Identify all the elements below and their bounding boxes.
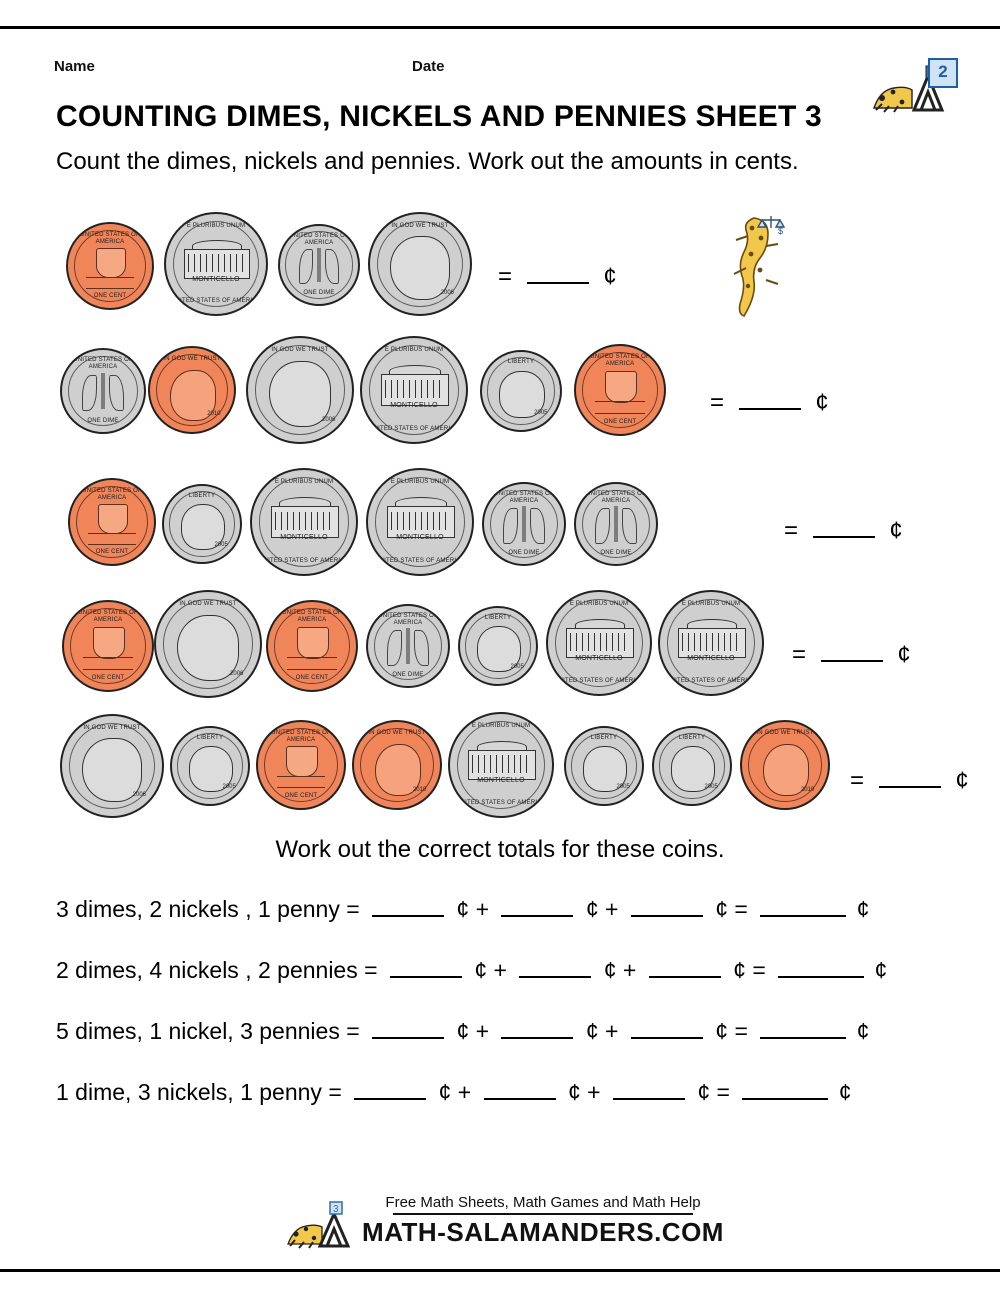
cent-sign: ¢ bbox=[456, 1018, 470, 1044]
coin-year: 2006 bbox=[322, 417, 336, 424]
coin-text: E PLURIBUS UNUM bbox=[471, 723, 531, 730]
cent-sign: ¢ bbox=[838, 1079, 852, 1105]
equals-sign: = bbox=[498, 263, 513, 290]
coin-text: UNITED STATES OF AMERICA bbox=[554, 677, 644, 684]
coin-dime-head bbox=[170, 726, 250, 806]
coin-year: 2005 bbox=[510, 664, 524, 671]
coin-text: LIBERTY bbox=[196, 734, 224, 741]
cent-sign: ¢ bbox=[585, 1018, 599, 1044]
word-problem-row bbox=[56, 957, 887, 984]
cent-sign: ¢ bbox=[603, 957, 617, 983]
section-title: Work out the correct totals for these coins. bbox=[275, 836, 725, 863]
equals-sign: = bbox=[710, 389, 725, 416]
answer-blank[interactable] bbox=[649, 958, 721, 978]
svg-text:3: 3 bbox=[333, 1204, 339, 1215]
coin-year: 2006 bbox=[440, 290, 454, 296]
salamander-scales-icon bbox=[718, 212, 798, 322]
plus-sign: + bbox=[493, 957, 507, 983]
coin-dime bbox=[574, 482, 658, 566]
coin-year: 2010 bbox=[207, 410, 221, 417]
word-problem-prompt: 5 dimes, 1 nickel, 3 pennies = bbox=[56, 1018, 360, 1044]
coin-dime-head bbox=[480, 350, 562, 432]
coin-year: 2005 bbox=[534, 409, 548, 416]
cent-sign: ¢ bbox=[474, 957, 488, 983]
coin-text: ONE DIME bbox=[303, 289, 335, 296]
coin-text: UNITED STATES OF AMERICA bbox=[73, 357, 133, 371]
coin-penny-head bbox=[352, 720, 442, 810]
salamander-mascot-icon bbox=[866, 58, 958, 120]
word-problem-row bbox=[56, 896, 869, 923]
answer-blank[interactable] bbox=[631, 897, 703, 917]
coin-year: 2005 bbox=[704, 784, 718, 791]
cent-sign: ¢ bbox=[856, 1018, 870, 1044]
coin-dime bbox=[278, 224, 360, 306]
coin-text: ONE CENT bbox=[284, 793, 318, 800]
coin-penny bbox=[66, 222, 154, 310]
plus-sign: + bbox=[457, 1079, 472, 1105]
answer-blank[interactable] bbox=[501, 1019, 573, 1039]
page-border-top bbox=[0, 26, 1000, 29]
answer-equation bbox=[784, 516, 903, 545]
coin-text: IN GOD WE TRUST bbox=[368, 729, 426, 736]
coin-text: IN GOD WE TRUST bbox=[83, 725, 141, 731]
coin-year: 2010 bbox=[412, 786, 427, 793]
coin-dime-head bbox=[564, 726, 644, 806]
cent-sign: ¢ bbox=[456, 896, 470, 922]
coin-penny bbox=[68, 478, 156, 566]
coin-row bbox=[62, 582, 942, 682]
coin-text: UNITED STATES OF AMERICA bbox=[80, 231, 140, 245]
coin-row bbox=[68, 466, 903, 566]
word-problem-row bbox=[56, 1018, 869, 1045]
answer-blank[interactable] bbox=[739, 388, 801, 410]
answer-blank[interactable] bbox=[390, 958, 462, 978]
equals-sign: = bbox=[850, 767, 865, 794]
plus-sign: + bbox=[605, 1018, 619, 1044]
answer-blank[interactable] bbox=[813, 516, 875, 538]
coin-year: 2006 bbox=[230, 671, 244, 678]
coin-penny-head bbox=[740, 720, 830, 810]
coin-text: UNITED STATES OF AMERICA bbox=[456, 799, 546, 806]
footer bbox=[0, 1194, 1000, 1248]
coin-text: UNITED STATES OF AMERICA bbox=[369, 425, 459, 432]
coin-text: MONTICELLO bbox=[687, 655, 735, 663]
answer-equation bbox=[498, 262, 617, 291]
coin-text: LIBERTY bbox=[590, 734, 618, 741]
word-problem-row bbox=[56, 1079, 852, 1106]
word-problem-prompt: 3 dimes, 2 nickels , 1 penny = bbox=[56, 896, 360, 922]
coin-year: 2005 bbox=[214, 542, 228, 549]
coin-text: ONE CENT bbox=[295, 675, 329, 682]
word-problem-prompt: 2 dimes, 4 nickels , 2 pennies = bbox=[56, 957, 378, 983]
answer-blank[interactable] bbox=[354, 1080, 426, 1100]
answer-blank[interactable] bbox=[519, 958, 591, 978]
coin-text: UNITED STATES OF AMERICA bbox=[666, 677, 756, 684]
coin-text: LIBERTY bbox=[678, 734, 706, 741]
plus-sign: + bbox=[605, 896, 619, 922]
coin-penny bbox=[62, 600, 154, 692]
answer-equation bbox=[710, 388, 829, 417]
level-badge: 2 bbox=[928, 58, 958, 88]
answer-equation bbox=[850, 766, 969, 795]
coin-nickel bbox=[448, 712, 554, 818]
cent-sign: ¢ bbox=[438, 1079, 452, 1105]
coin-text: E PLURIBUS UNUM bbox=[274, 479, 334, 486]
name-label: Name bbox=[54, 58, 95, 75]
answer-blank[interactable] bbox=[527, 262, 589, 284]
coin-nickel bbox=[360, 336, 468, 444]
answer-blank[interactable] bbox=[484, 1080, 556, 1100]
coin-dime bbox=[482, 482, 566, 566]
answer-blank[interactable] bbox=[372, 897, 444, 917]
coin-text: IN GOD WE TRUST bbox=[756, 729, 814, 736]
cent-sign: ¢ bbox=[815, 389, 829, 416]
cent-sign: ¢ bbox=[567, 1079, 581, 1105]
coin-text: UNITED STATES OF AMERICA bbox=[590, 353, 650, 367]
coin-dime-head bbox=[458, 606, 538, 686]
equals-sign: = bbox=[716, 1079, 730, 1105]
answer-blank[interactable] bbox=[821, 640, 883, 662]
coin-text: IN GOD WE TRUST bbox=[391, 223, 449, 229]
coin-text: MONTICELLO bbox=[575, 655, 623, 663]
total-blank[interactable] bbox=[742, 1080, 828, 1100]
coin-nickel-head bbox=[60, 714, 164, 818]
footer-domain[interactable]: MATH-SALAMANDERS.COM bbox=[362, 1217, 724, 1247]
coin-year: 2010 bbox=[800, 786, 815, 793]
cent-sign: ¢ bbox=[856, 896, 870, 922]
answer-blank[interactable] bbox=[501, 897, 573, 917]
coin-text: ONE CENT bbox=[603, 419, 637, 426]
coin-nickel bbox=[250, 468, 358, 576]
coin-nickel bbox=[546, 590, 652, 696]
coin-text: IN GOD WE TRUST bbox=[163, 355, 221, 362]
answer-blank[interactable] bbox=[879, 766, 941, 788]
cent-sign: ¢ bbox=[874, 957, 888, 983]
equals-sign: = bbox=[734, 896, 748, 922]
cent-sign: ¢ bbox=[889, 517, 903, 544]
equals-sign: = bbox=[792, 641, 807, 668]
coin-text: MONTICELLO bbox=[396, 534, 444, 542]
coin-text: UNITED STATES OF AMERICA bbox=[259, 557, 349, 564]
cent-sign: ¢ bbox=[715, 1018, 729, 1044]
coin-text: ONE CENT bbox=[91, 675, 125, 682]
coin-text: MONTICELLO bbox=[192, 276, 240, 283]
coin-text: LIBERTY bbox=[188, 492, 216, 499]
cent-sign: ¢ bbox=[715, 896, 729, 922]
coin-text: UNITED STATES OF AMERICA bbox=[586, 491, 646, 505]
coin-text: ONE DIME bbox=[508, 549, 540, 556]
coin-year: 2005 bbox=[222, 784, 236, 791]
coin-text: ONE CENT bbox=[93, 293, 127, 300]
coin-text: UNITED STATES OF AMERICA bbox=[378, 613, 438, 627]
coin-dime-head bbox=[652, 726, 732, 806]
coin-penny bbox=[256, 720, 346, 810]
coin-text: UNITED STATES OF AMERICA bbox=[171, 298, 261, 304]
plus-sign: + bbox=[475, 896, 490, 922]
coin-text: IN GOD WE TRUST bbox=[179, 601, 237, 608]
cent-sign: ¢ bbox=[603, 263, 617, 290]
coin-text: ONE DIME bbox=[392, 671, 424, 678]
cent-sign: ¢ bbox=[733, 957, 746, 983]
plus-sign: + bbox=[622, 957, 637, 983]
coin-text: E PLURIBUS UNUM bbox=[569, 601, 629, 608]
total-blank[interactable] bbox=[778, 958, 864, 978]
coin-text: ONE DIME bbox=[87, 417, 119, 424]
plus-sign: + bbox=[587, 1079, 601, 1105]
coin-text: UNITED STATES OF AMERICA bbox=[289, 233, 349, 247]
cent-sign: ¢ bbox=[697, 1079, 711, 1105]
coin-dime bbox=[366, 604, 450, 688]
coin-text: ONE DIME bbox=[600, 549, 632, 556]
coin-penny bbox=[574, 344, 666, 436]
coin-text: E PLURIBUS UNUM bbox=[384, 347, 444, 354]
coin-text: MONTICELLO bbox=[280, 534, 328, 542]
word-problem-prompt: 1 dime, 3 nickels, 1 penny = bbox=[56, 1079, 342, 1105]
svg-text:$: $ bbox=[778, 226, 784, 236]
coin-nickel bbox=[164, 212, 268, 316]
footer-divider bbox=[393, 1213, 693, 1215]
coin-year: 2005 bbox=[616, 784, 630, 791]
page-border-bottom bbox=[0, 1269, 1000, 1272]
salamander-logo-icon bbox=[284, 1196, 356, 1254]
cent-sign: ¢ bbox=[955, 767, 969, 794]
coin-text: UNITED STATES OF AMERICA bbox=[271, 729, 331, 743]
coin-text: E PLURIBUS UNUM bbox=[390, 479, 450, 486]
total-blank[interactable] bbox=[760, 897, 846, 917]
coin-text: ONE CENT bbox=[95, 549, 129, 556]
coin-penny-head bbox=[148, 346, 236, 434]
cent-sign: ¢ bbox=[897, 641, 911, 668]
coin-nickel bbox=[366, 468, 474, 576]
answer-blank[interactable] bbox=[613, 1080, 685, 1100]
cent-sign: ¢ bbox=[585, 896, 599, 922]
coin-text: E PLURIBUS UNUM bbox=[186, 223, 246, 229]
date-label: Date bbox=[412, 58, 445, 75]
coin-nickel-head bbox=[154, 590, 262, 698]
coin-nickel-head bbox=[368, 212, 472, 316]
equals-sign: = bbox=[752, 957, 766, 983]
coin-row bbox=[60, 336, 880, 436]
footer-tagline: Free Math Sheets, Math Games and Math Help bbox=[385, 1194, 701, 1211]
coin-text: LIBERTY bbox=[507, 359, 535, 366]
coin-text: UNITED STATES OF AMERICA bbox=[282, 609, 342, 623]
coin-text: UNITED STATES OF AMERICA bbox=[375, 557, 465, 564]
coin-text: IN GOD WE TRUST bbox=[271, 347, 329, 354]
coin-text: UNITED STATES OF AMERICA bbox=[82, 487, 142, 501]
plus-sign: + bbox=[475, 1018, 490, 1044]
coin-penny bbox=[266, 600, 358, 692]
coin-nickel-head bbox=[246, 336, 354, 444]
coin-text: UNITED STATES OF AMERICA bbox=[78, 609, 138, 623]
answer-blank[interactable] bbox=[631, 1019, 703, 1039]
coin-text: E PLURIBUS UNUM bbox=[681, 601, 741, 608]
coin-text: UNITED STATES OF AMERICA bbox=[494, 491, 554, 505]
total-blank[interactable] bbox=[760, 1019, 846, 1039]
coin-year: 2006 bbox=[132, 792, 146, 798]
equals-sign: = bbox=[784, 517, 799, 544]
equals-sign: = bbox=[734, 1018, 748, 1044]
answer-equation bbox=[792, 640, 911, 669]
coin-dime bbox=[60, 348, 146, 434]
coin-text: MONTICELLO bbox=[390, 402, 438, 410]
coin-dime-head bbox=[162, 484, 242, 564]
coin-text: MONTICELLO bbox=[477, 777, 525, 785]
page-title: COUNTING DIMES, NICKELS AND PENNIES SHEET 3 bbox=[56, 100, 822, 133]
coin-nickel bbox=[658, 590, 764, 696]
coin-row bbox=[66, 208, 666, 308]
coin-row bbox=[60, 706, 980, 806]
instructions-text: Count the dimes, nickels and pennies. Work out the amounts in cents. bbox=[56, 148, 799, 175]
answer-blank[interactable] bbox=[372, 1019, 444, 1039]
coin-text: LIBERTY bbox=[484, 614, 512, 621]
